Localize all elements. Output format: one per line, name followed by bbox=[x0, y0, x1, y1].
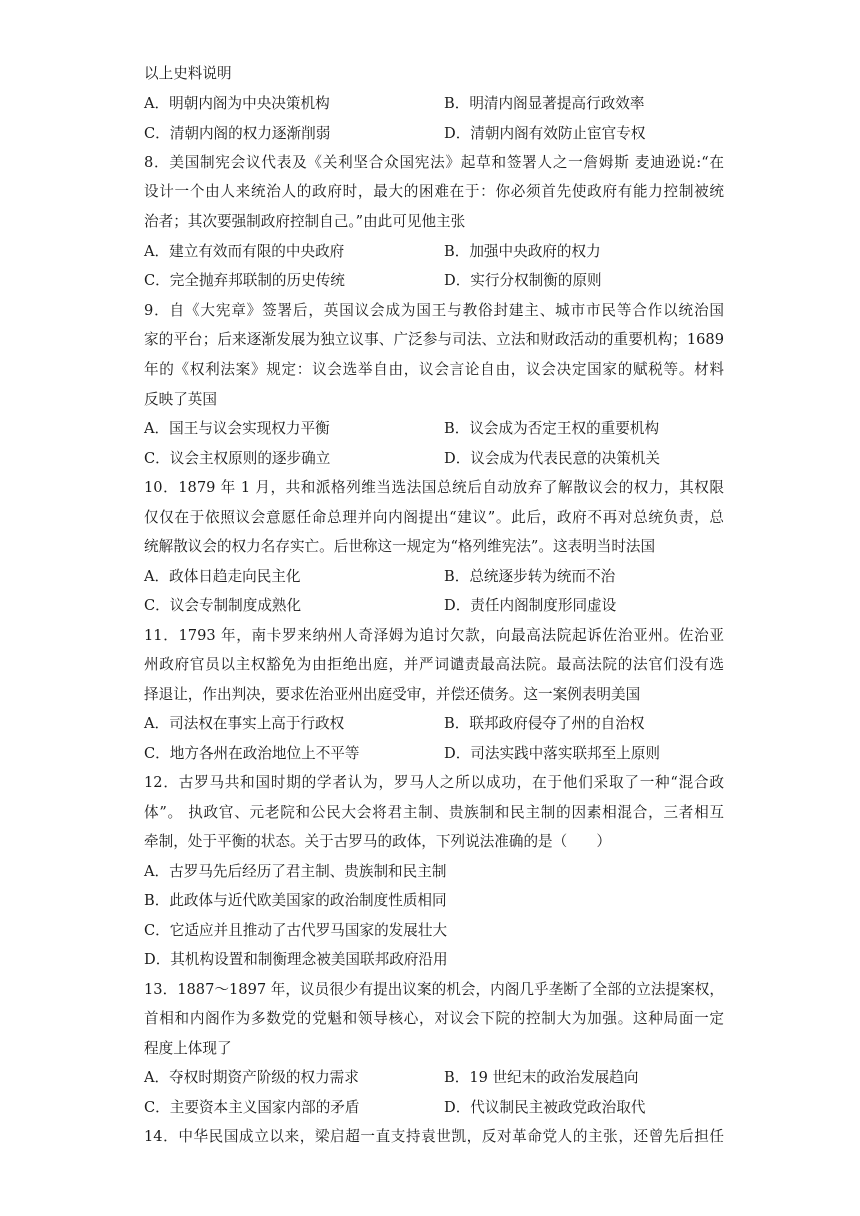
q9-option-a: A．国王与议会实现权力平衡 bbox=[144, 420, 330, 437]
q11-option-b: B．联邦政府侵夺了州的自治权 bbox=[444, 715, 645, 732]
q9-option-c: C．议会主权原则的逐步确立 bbox=[144, 450, 331, 467]
q11-option-d: D．司法实践中落实联邦至上原则 bbox=[444, 745, 661, 762]
q8-stem-line-3: 治者；其次要强制政府控制自己。”由此可见他主张 bbox=[144, 213, 466, 230]
q11-option-c: C．地方各州在政治地位上不平等 bbox=[144, 745, 360, 762]
q8-option-b: B．加强中央政府的权力 bbox=[444, 243, 601, 260]
q11-stem-line-2: 州政府官员以主权豁免为由拒绝出庭，并严词谴责最高法院。最高法院的法官们没有选 bbox=[144, 656, 724, 673]
lead-line: 以上史料说明 bbox=[144, 65, 232, 82]
q14-stem-line-1: 14．中华民国成立以来，梁启超一直支持袁世凯，反对革命党人的主张，还曾先后担任 bbox=[144, 1128, 724, 1145]
q12-stem-line-3: 牵制，处于平衡的状态。关于古罗马的政体，下列说法准确的是（ ） bbox=[144, 833, 612, 850]
q10-option-b: B．总统逐步转为统而不治 bbox=[444, 568, 616, 585]
q12-stem-line-1: 12．古罗马共和国时期的学者认为，罗马人之所以成功，在于他们采取了一种“混合政 bbox=[144, 774, 724, 791]
q9-option-d: D．议会成为代表民意的决策机关 bbox=[444, 450, 661, 467]
q10-option-a: A．政体日趋走向民主化 bbox=[144, 568, 301, 585]
q11-stem-line-3: 择退让，作出判决，要求佐治亚州出庭受审，并偿还债务。这一案例表明美国 bbox=[144, 686, 641, 703]
q10-option-c: C．议会专制制度成熟化 bbox=[144, 597, 302, 614]
q13-stem-line-3: 程度上体现了 bbox=[144, 1040, 232, 1057]
q9-stem-line-2: 家的平台；后来逐渐发展为独立议事、广泛参与司法、立法和财政活动的重要机构；1689 bbox=[144, 331, 724, 348]
q7-option-b: B．明清内阁显著提高行政效率 bbox=[444, 95, 645, 112]
q7-option-c: C．清朝内阁的权力逐渐削弱 bbox=[144, 125, 331, 142]
q12-stem-line-2: 体”。 执政官、元老院和公民大会将君主制、贵族制和民主制的因素相混合，三者相互 bbox=[144, 804, 724, 821]
q10-stem-line-2: 仅仅在于依照议会意愿任命总理并向内阁提出“建议”。此后，政府不再对总统负责，总 bbox=[144, 509, 724, 526]
q12-option-b: B．此政体与近代欧美国家的政治制度性质相同 bbox=[144, 892, 447, 909]
q13-option-b: B．19 世纪末的政治发展趋向 bbox=[444, 1069, 639, 1086]
q12-option-a: A．古罗马先后经历了君主制、贵族制和民主制 bbox=[144, 863, 447, 880]
q7-option-a: A．明朝内阁为中央决策机构 bbox=[144, 95, 330, 112]
q9-stem-line-3: 年的《权利法案》规定：议会选举自由，议会言论自由，议会决定国家的赋税等。材料 bbox=[144, 361, 724, 378]
q9-stem-line-4: 反映了英国 bbox=[144, 391, 217, 408]
q12-option-d: D．其机构设置和制衡理念被美国联邦政府沿用 bbox=[144, 951, 448, 968]
q13-stem-line-1: 13．1887～1897 年，议员很少有提出议案的机会，内阁几乎垄断了全部的立法提案权， bbox=[144, 981, 724, 998]
q11-option-a: A．司法权在事实上高于行政权 bbox=[144, 715, 345, 732]
q13-option-c: C．主要资本主义国家内部的矛盾 bbox=[144, 1099, 360, 1116]
q8-stem-line-2: 设计一个由人来统治人的政府时，最大的困难在于：你必须首先使政府有能力控制被统 bbox=[144, 183, 724, 200]
q8-option-a: A．建立有效而有限的中央政府 bbox=[144, 243, 345, 260]
q8-option-c: C．完全抛弃邦联制的历史传统 bbox=[144, 272, 345, 289]
q9-option-b: B．议会成为否定王权的重要机构 bbox=[444, 420, 660, 437]
q10-option-d: D．责任内阁制度形同虚设 bbox=[444, 597, 617, 614]
q13-option-d: D．代议制民主被政党政治取代 bbox=[444, 1099, 646, 1116]
q10-stem-line-3: 统解散议会的权力名存实亡。后世称这一规定为“格列维宪法”。这表明当时法国 bbox=[144, 538, 656, 555]
q11-stem-line-1: 11．1793 年，南卡罗来纳州人奇泽姆为追讨欠款，向最高法院起诉佐治亚州。佐治亚 bbox=[144, 627, 724, 644]
q12-option-c: C．它适应并且推动了古代罗马国家的发展壮大 bbox=[144, 922, 448, 939]
q10-stem-line-1: 10．1879 年 1 月，共和派格列维当选法国总统后自动放弃了解散议会的权力，其权限 bbox=[144, 479, 724, 496]
q9-stem-line-1: 9．自《大宪章》签署后，英国议会成为国王与教俗封建主、城市市民等合作以统治国 bbox=[144, 302, 724, 319]
q13-option-a: A．夺权时期资产阶级的权力需求 bbox=[144, 1069, 359, 1086]
q8-option-d: D．实行分权制衡的原则 bbox=[444, 272, 602, 289]
q7-option-d: D．清朝内阁有效防止宦官专权 bbox=[444, 125, 646, 142]
q13-stem-line-2: 首相和内阁作为多数党的党魁和领导核心，对议会下院的控制大为加强。这种局面一定 bbox=[144, 1010, 724, 1027]
q8-stem-line-1: 8．美国制宪会议代表及《关利坚合众国宪法》起草和签署人之一詹姆斯 麦迪逊说:“在 bbox=[144, 154, 724, 171]
